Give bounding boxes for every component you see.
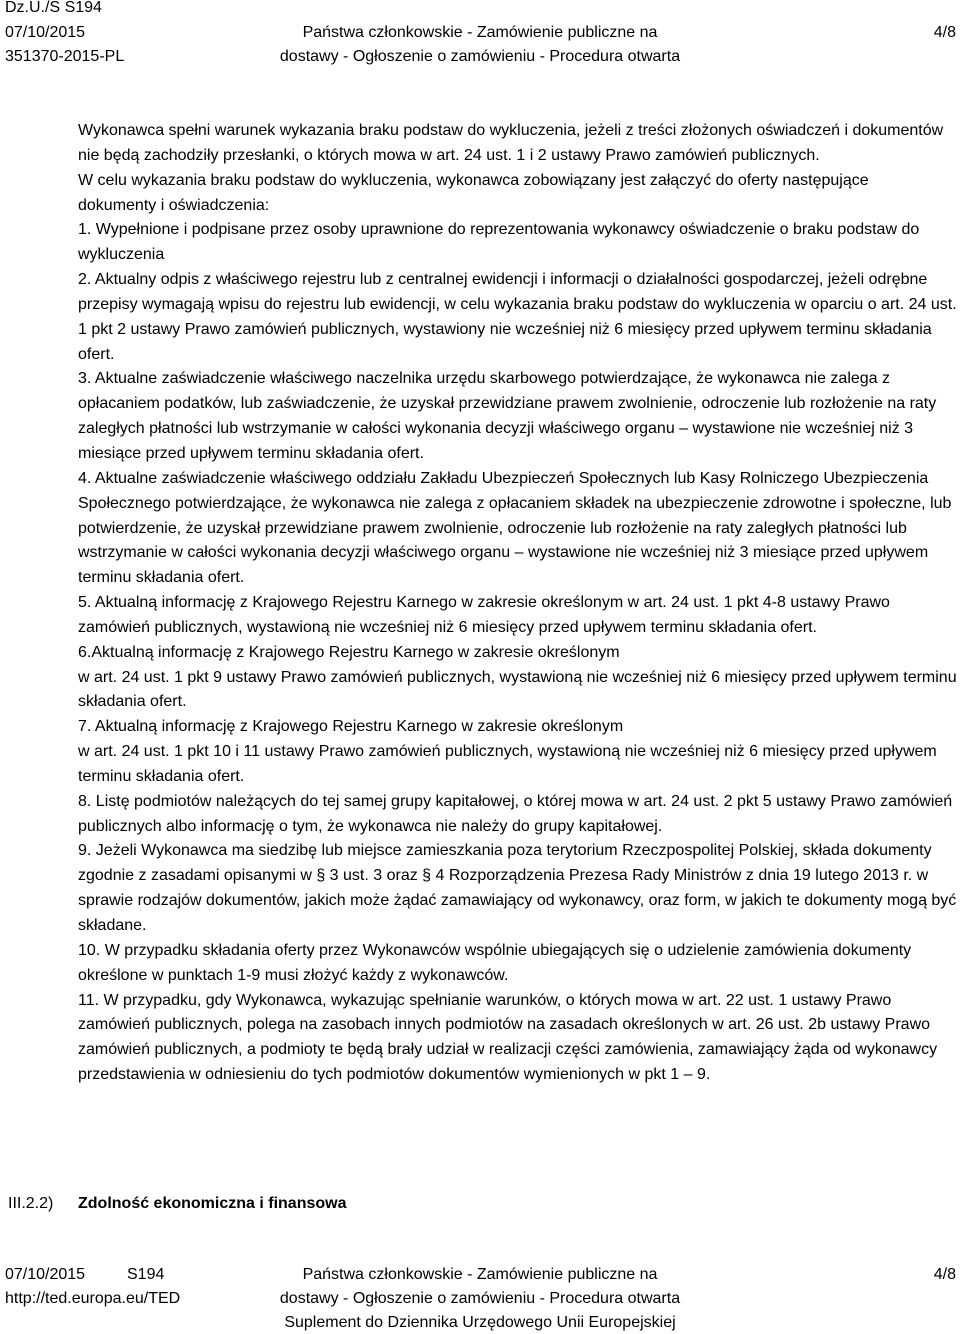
list-item-6-line1: 6.Aktualną informację z Krajowego Rejestru Karnego w zakresie określonym <box>78 643 620 661</box>
footer-series: S194 <box>127 1266 165 1283</box>
list-item-5: 5. Aktualną informację z Krajowego Rejestru Karnego w zakresie określonym w art. 24 ust. 1 pkt 4-8 ustawy Prawo zamówień publicznych, wystawioną nie wcześniej niż 6 miesięcy przed upływem terminu składania ofert. <box>78 594 890 636</box>
header-title-line2: dostawy - Ogłoszenie o zamówieniu - Procedura otwarta <box>279 48 681 65</box>
paragraph-requirement: W celu wykazania braku podstaw do wykluczenia, wykonawca zobowiązany jest załączyć do oferty następujące <box>78 171 869 189</box>
list-item-6-line2: w art. 24 ust. 1 pkt 9 ustawy Prawo zamówień publicznych, wystawioną nie wcześniej niż 6 miesięcy przed upływem terminu składania ofert. <box>78 668 957 711</box>
list-item-1: 1. Wypełnione i podpisane przez osoby uprawnione do reprezentowania wykonawcy oświadczenie o braku podstaw do wykluczenia <box>78 221 920 264</box>
footer-title-line1: Państwa członkowskie - Zamówienie publiczne na <box>302 1266 658 1283</box>
notice-id: 351370-2015-PL <box>5 48 125 65</box>
header-page-number: 4/8 <box>933 24 956 41</box>
footer-title-line2: dostawy - Ogłoszenie o zamówieniu - Procedura otwarta <box>279 1290 681 1307</box>
header-date: 07/10/2015 <box>5 24 86 41</box>
footer-url: http://ted.europa.eu/TED <box>5 1290 181 1307</box>
list-item-10: 10. W przypadku składania oferty przez Wykonawców wspólnie ubiegających się o udzielenie zamówienia dokumenty określone w punktach 1-9 musi złożyć każdy z wykonawców. <box>78 941 912 984</box>
list-item-9: 9. Jeżeli Wykonawca ma siedzibę lub miejsce zamieszkania poza terytorium Rzeczpospolitej Polskiej, składa dokumenty zgodnie z zasadami opisanymi w § 3 ust. 3 oraz § 4 Rozporządzenia Prezesa Rady Ministrów z dnia 19 lutego 2013 r. w sprawie rodzajów dokumentów, jakich może żądać zamawiający od wykonawcy, oraz form, w jakich te dokumenty mogą być składane. <box>78 842 957 934</box>
paragraph-intro: Wykonawca spełni warunek wykazania braku podstaw do wykluczenia, jeżeli z treści złożonych oświadczeń i dokumentów nie będą zachodziły przesłanki, o których mowa w art. 24 ust. 1 i 2 ustawy Prawo zamówień publicznych. <box>78 122 944 164</box>
paragraph-documents-heading: dokumenty i oświadczenia: <box>78 196 270 214</box>
list-item-3: 3. Aktualne zaświadczenie właściwego naczelnika urzędu skarbowego potwierdzające, że wykonawca nie zalega z opłacaniem podatków, lub zaświadczenie, że uzyskał przewidziane prawem zwolnienie, odroczenie lub rozłożenie na raty zaległych płatności lub wstrzymanie w całości wykonania decyzji właściwego organu – wystawione nie wcześniej niż 3 miesiące przed upływem terminu składania ofert. <box>78 370 937 462</box>
list-item-7-line2: w art. 24 ust. 1 pkt 10 i 11 ustawy Prawo zamówień publicznych, wystawioną nie wcześniej niż 6 miesięcy przed upływem terminu składania ofert. <box>78 743 937 785</box>
list-item-4: 4. Aktualne zaświadczenie właściwego oddziału Zakładu Ubezpieczeń Społecznych lub Kasy Rolniczego Ubezpieczenia Społecznego potwierdzające, że wykonawca nie zalega z opłacaniem składek na ubezpieczenie zdrowotne i społeczne, lub potwierdzenie, że uzyskał przewidziane prawem zwolnienie, odroczenie lub rozłożenie na raty zaległych płatności lub wstrzymanie w całości wykonania decyzji właściwego organu – wystawione nie wcześniej niż 3 miesiące przed upływem terminu składania ofert. <box>78 469 952 587</box>
section-number: III.2.2) <box>8 1195 54 1212</box>
list-item-7-line1: 7. Aktualną informację z Krajowego Rejestru Karnego w zakresie określonym <box>78 718 624 736</box>
journal-reference: Dz.U./S S194 <box>5 0 102 16</box>
section-heading: Zdolność ekonomiczna i finansowa <box>78 1195 347 1212</box>
list-item-11: 11. W przypadku, gdy Wykonawca, wykazując spełnianie warunków, o których mowa w art. 22 ust. 1 ustawy Prawo zamówień publicznych, polega na zasobach innych podmiotów na zasadach określonych w art. 26 ust. 2b ustawy Prawo zamówień publicznych, a podmioty te będą brały udział w realizacji części zamówienia, zamawiający żąda od wykonawcy przedstawienia w odniesieniu do tych podmiotów dokumentów wymienionych w pkt 1 – 9. <box>78 991 938 1084</box>
footer-supplement: Suplement do Dziennika Urzędowego Unii Europejskiej <box>284 1314 676 1331</box>
footer-date: 07/10/2015 <box>5 1266 86 1283</box>
footer-page-number: 4/8 <box>933 1266 956 1283</box>
list-item-8: 8. Listę podmiotów należących do tej samej grupy kapitałowej, o której mowa w art. 24 ust. 2 pkt 5 ustawy Prawo zamówień publicznych albo informację o tym, że wykonawca nie należy do grupy kapitałowej. <box>78 792 953 835</box>
document-body <box>78 119 958 1088</box>
list-item-2: 2. Aktualny odpis z właściwego rejestru lub z centralnej ewidencji i informacji o działalności gospodarczej, jeżeli odrębne przepisy wymagają wpisu do rejestru lub ewidencji, w celu wykazania braku podstaw do wykluczenia w oparciu o art. 24 ust. 1 pkt 2 ustawy Prawo zamówień publicznych, wystawiony nie wcześniej niż 6 miesięcy przed upływem terminu składania ofert. <box>78 271 957 363</box>
header-title-line1: Państwa członkowskie - Zamówienie publiczne na <box>302 24 658 41</box>
